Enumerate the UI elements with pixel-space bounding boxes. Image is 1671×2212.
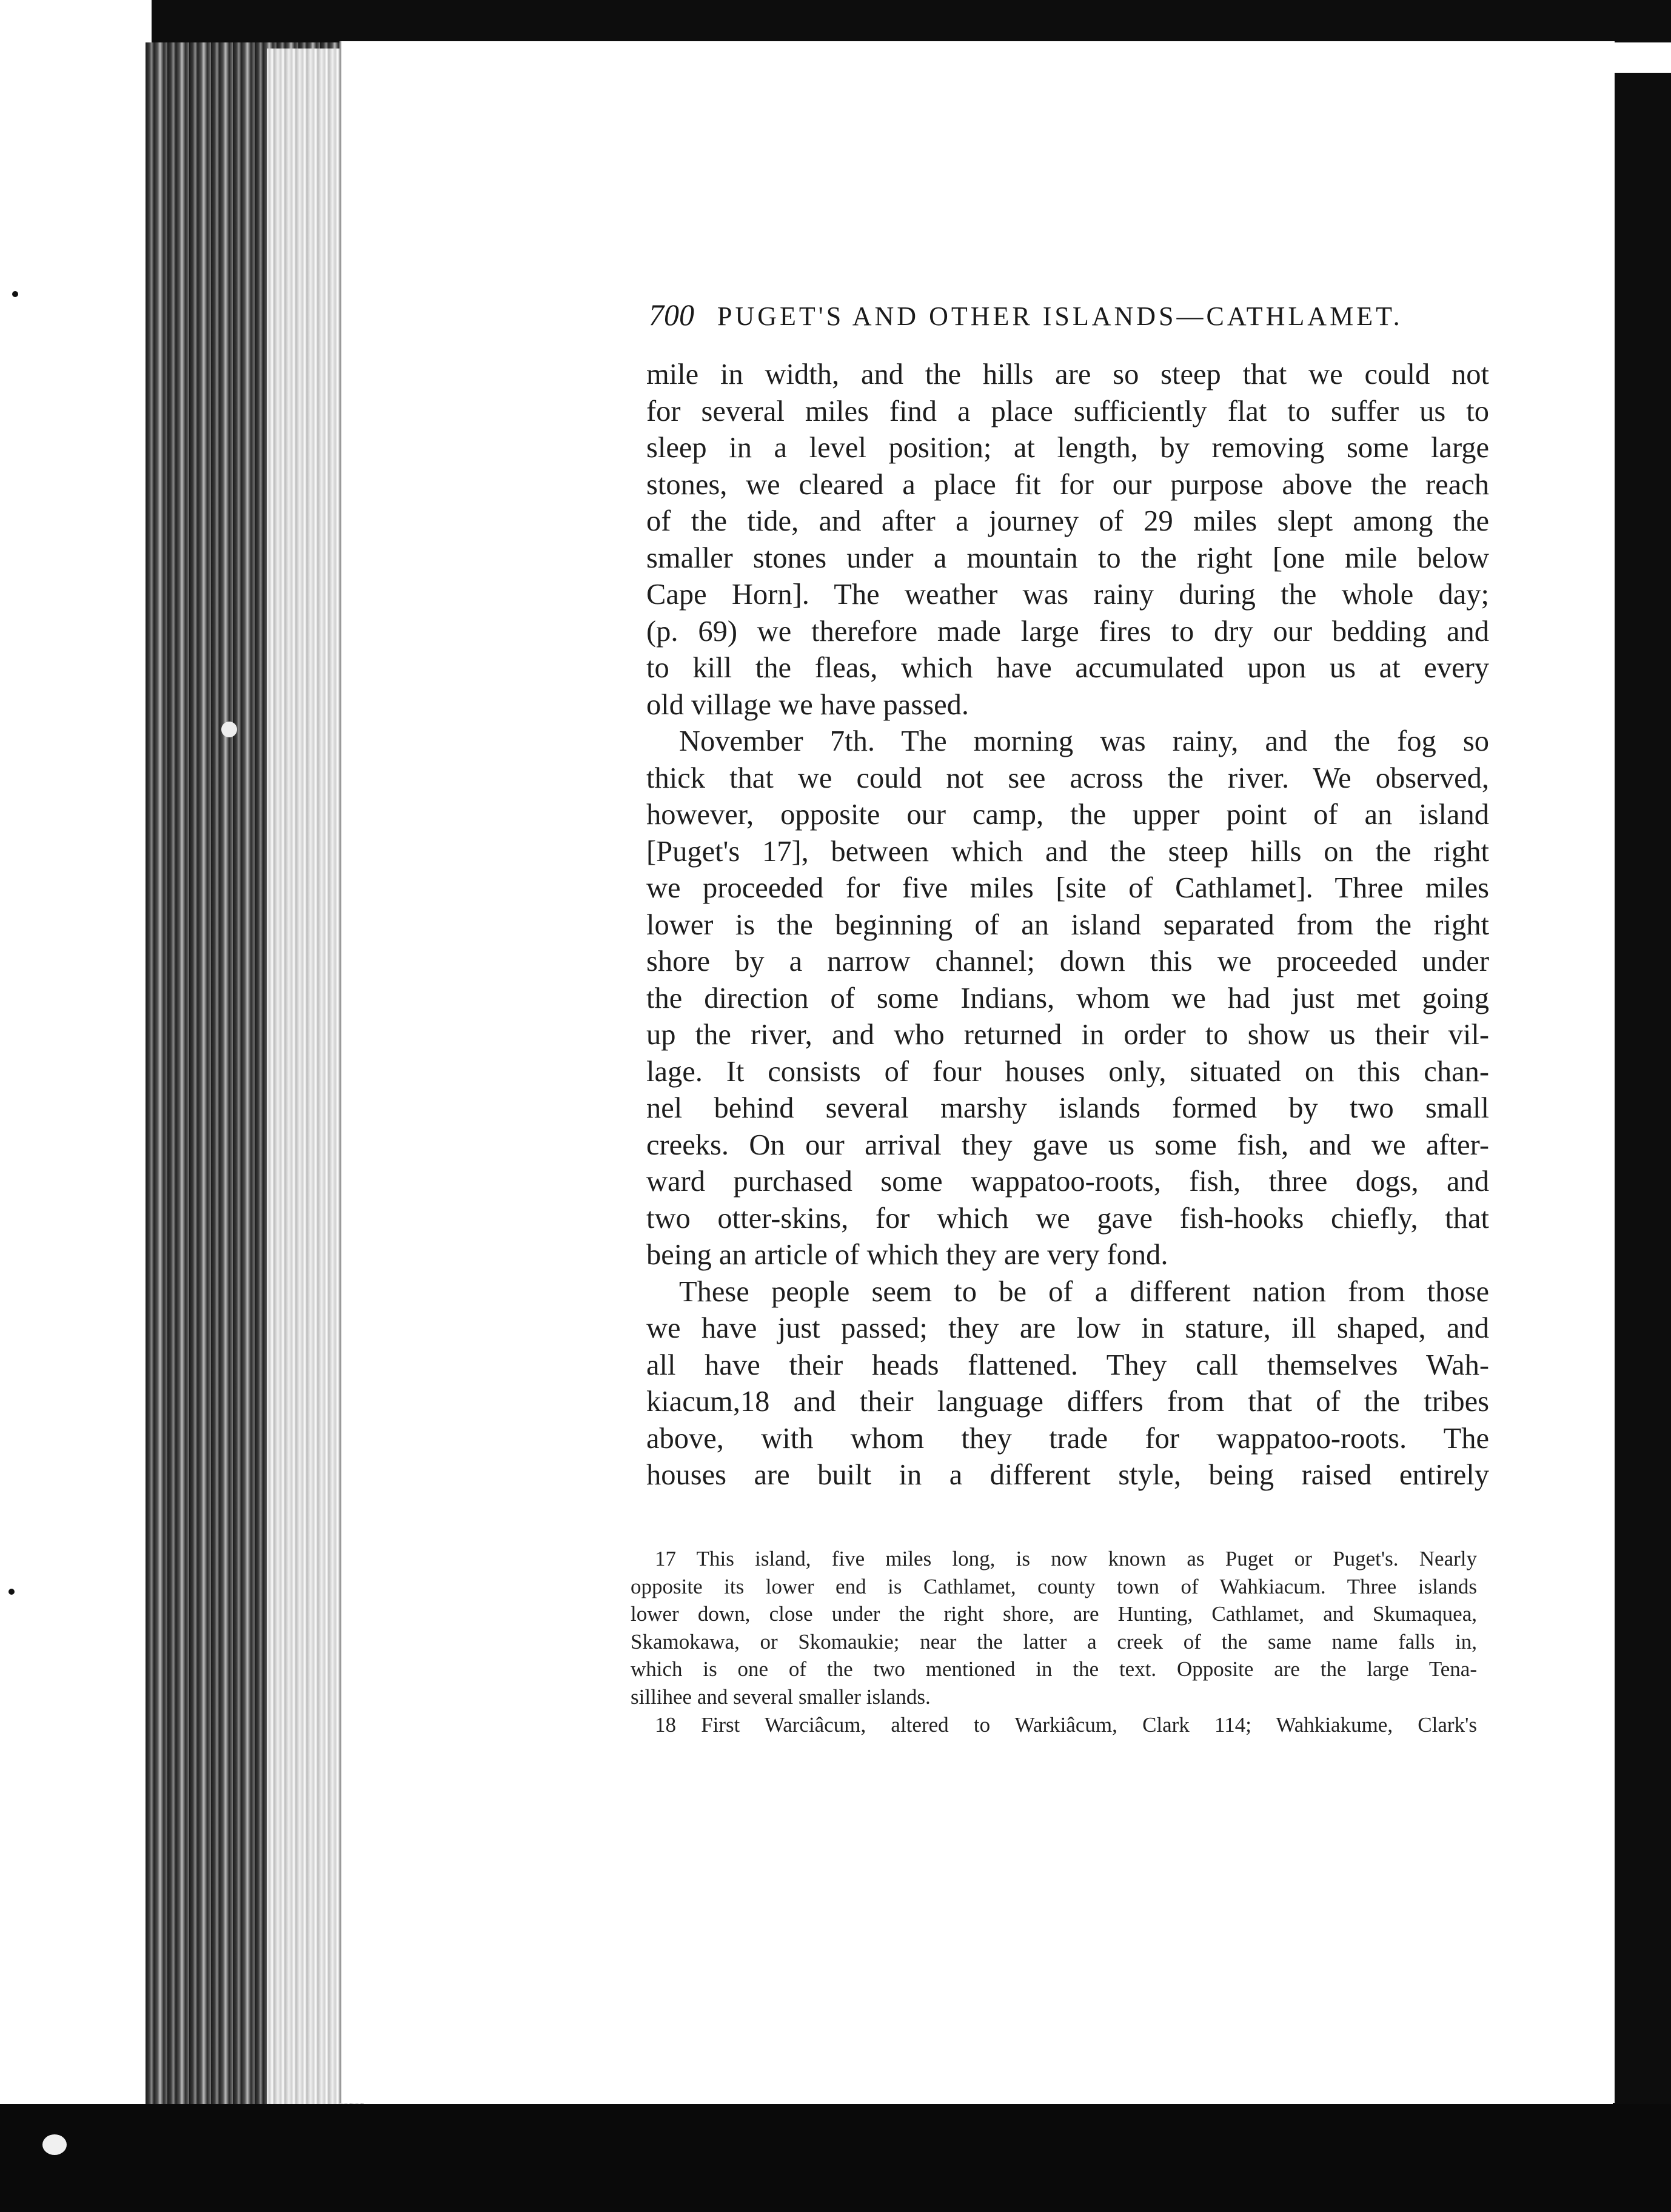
scan-speck — [42, 2134, 67, 2155]
footnote-line: opposite its lower end is Cathlamet, county town of Wahkiacum. Three islands — [631, 1574, 1477, 1598]
body-line: lower is the beginning of an island separated from the right — [646, 908, 1489, 941]
footnote-line: lower down, close under the right shore, are Hunting, Cathlamet, and Skumaquea, — [631, 1602, 1477, 1626]
body-line: to kill the fleas, which have accumulated upon us at every — [646, 652, 1489, 684]
right-scan-shadow — [1613, 73, 1671, 2122]
top-scan-shadow — [152, 0, 1671, 42]
body-line: Cape Horn]. The weather was rainy during the whole day; — [646, 578, 1489, 611]
footnote-line: sillihee and several smaller islands. — [631, 1684, 931, 1709]
body-line: kiacum,18 and their language differs from that of the tribes — [646, 1386, 1489, 1418]
scan-speck — [12, 291, 18, 297]
body-line: all have their heads flattened. They call themselves Wah- — [646, 1349, 1489, 1381]
body-line: creeks. On our arrival they gave us some fish, and we after- — [646, 1128, 1489, 1161]
running-title: PUGET'S AND OTHER ISLANDS—CATHLAMET. — [717, 301, 1403, 331]
body-line: (p. 69) we therefore made large fires to dry our bedding and — [646, 615, 1489, 648]
footnote-line: 18 First Warciâcum, altered to Warkiâcum, Clark 114; Wahkiakume, Clark's — [655, 1712, 1477, 1737]
body-line: nel behind several marshy islands formed by two small — [646, 1092, 1489, 1124]
footnote-line: which is one of the two mentioned in the text. Opposite are the large Tena- — [631, 1657, 1477, 1681]
footnote-line: 17 This island, five miles long, is now known as Puget or Puget's. Nearly — [655, 1547, 1477, 1570]
body-line: smaller stones under a mountain to the right [one mile below — [646, 541, 1489, 574]
footnotes — [631, 1545, 1477, 1738]
body-line: for several miles find a place sufficiently flat to suffer us to — [646, 395, 1489, 427]
bottom-scan-shadow — [0, 2104, 1671, 2212]
body-line: stones, we cleared a place fit for our purpose above the reach — [646, 468, 1489, 501]
body-line: old village we have passed. — [646, 688, 969, 721]
body-line: These people seem to be of a different nation from those — [679, 1275, 1489, 1308]
scan-speck — [8, 1589, 15, 1595]
body-line: houses are built in a different style, being raised entirely — [646, 1459, 1489, 1491]
body-line: however, opposite our camp, the upper point of an island — [646, 799, 1489, 831]
body-line: we have just passed; they are low in stature, ill shaped, and — [646, 1312, 1489, 1344]
body-line: of the tide, and after a journey of 29 miles slept among the — [646, 505, 1489, 537]
body-line: sleep in a level position; at length, by removing some large — [646, 432, 1489, 464]
body-line: above, with whom they trade for wappatoo-roots. The — [646, 1422, 1489, 1455]
body-line: lage. It consists of four houses only, situated on this chan- — [646, 1055, 1489, 1088]
body-line: mile in width, and the hills are so steep that we could not — [646, 358, 1489, 390]
body-line: [Puget's 17], between which and the steep hills on the right — [646, 835, 1489, 868]
body-line: November 7th. The morning was rainy, and the fog so — [679, 725, 1489, 757]
page-number: 700 — [649, 298, 694, 332]
footnote-line: Skamokawa, or Skomaukie; near the latter a creek of the same name falls in, — [631, 1629, 1477, 1654]
body-line: we proceeded for five miles [site of Cathlamet]. Three miles — [646, 872, 1489, 904]
running-header — [649, 297, 1413, 340]
body-line: thick that we could not see across the river. We observed, — [646, 762, 1489, 794]
body-line: two otter-skins, for which we gave fish-hooks chiefly, that — [646, 1202, 1489, 1235]
body-line: being an article of which they are very fond. — [646, 1239, 1168, 1271]
body-line: shore by a narrow channel; down this we proceeded under — [646, 945, 1489, 977]
body-line: ward purchased some wappatoo-roots, fish, three dogs, and — [646, 1165, 1489, 1198]
body-text — [646, 357, 1489, 1494]
body-line: up the river, and who returned in order to show us their vil- — [646, 1019, 1489, 1051]
body-line: the direction of some Indians, whom we had just met going — [646, 982, 1489, 1014]
scan-speck — [221, 722, 237, 737]
